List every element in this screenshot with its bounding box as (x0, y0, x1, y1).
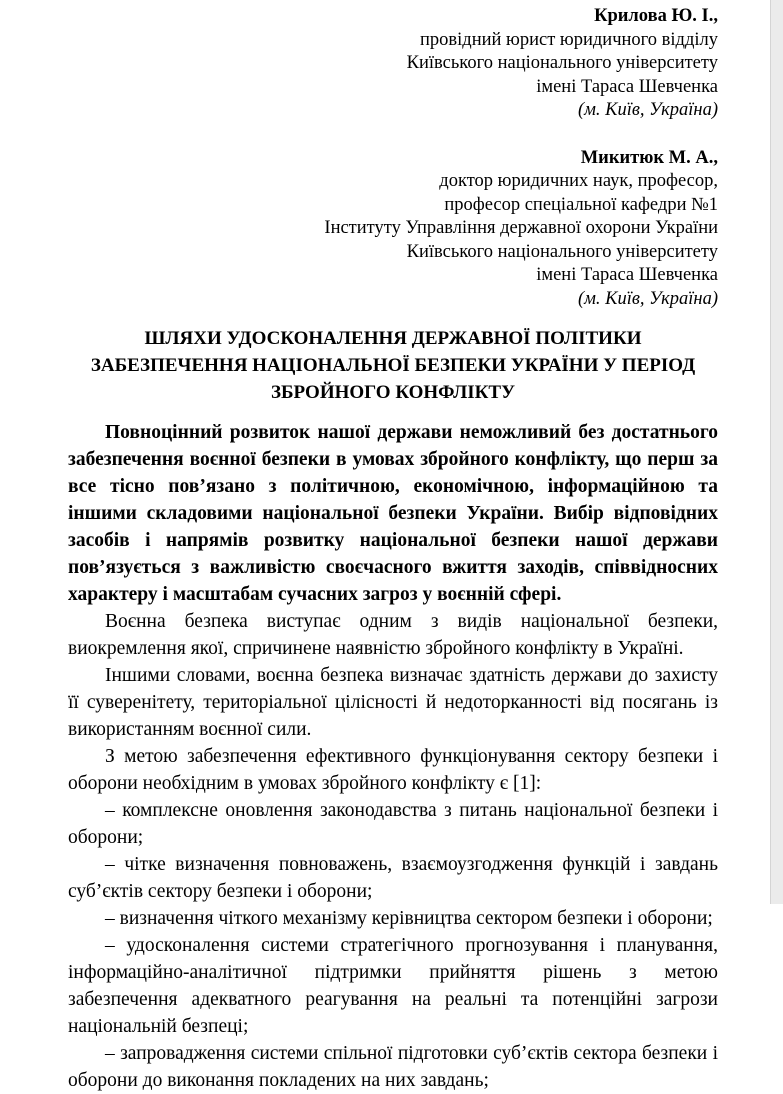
text-line: провідний юрист юридичного відділу (420, 29, 718, 50)
author-location: (м. Київ, Україна) (577, 100, 718, 120)
body-paragraph: Іншими словами, воєнна безпека визначає здатність держави до захисту її суверенітету, територіальної цілісності й недоторканності від посягань із використанням воєнної сили. (68, 664, 718, 740)
author-affiliation (68, 170, 718, 288)
document-content (68, 5, 718, 1094)
text-line: Київського національного університету (406, 241, 718, 262)
author-block (68, 5, 718, 123)
text-line: ЗАБЕЗПЕЧЕННЯ НАЦІОНАЛЬНОЇ БЕЗПЕКИ УКРАЇНИ У ПЕРІОД (90, 355, 696, 376)
text-line: ШЛЯХИ УДОСКОНАЛЕННЯ ДЕРЖАВНОЇ ПОЛІТИКИ (144, 328, 642, 349)
body-paragraph: – запровадження системи спільної підготовки суб’єктів сектора безпеки і оборони до виконання покладених на них завдань; (68, 1042, 718, 1091)
author-location: (м. Київ, Україна) (577, 288, 718, 309)
body-paragraph: З метою забезпечення ефективного функціонування сектору безпеки і оборони необхідним в умовах збройного конфлікту є [1]: (68, 745, 718, 794)
text-line: доктор юридичних наук, професор, (439, 171, 718, 191)
article-body (68, 419, 718, 1094)
author-name: Микитюк М. А., (580, 147, 718, 168)
text-line: ЗБРОЙНОГО КОНФЛІКТУ (270, 382, 516, 403)
article-title (68, 325, 718, 406)
body-paragraph: Воєнна безпека виступає одним з видів національної безпеки, виокремлення якої, спричинене наявністю збройного конфлікту в Україні. (68, 610, 718, 659)
body-paragraph: – визначення чіткого механізму керівництва сектором безпеки і оборони; (105, 907, 713, 929)
body-paragraph: – комплексне оновлення законодавства з питань національної безпеки і оборони; (68, 799, 718, 848)
scrollbar-track[interactable] (770, 0, 783, 904)
text-line: Інституту Управління державної охорони України (324, 218, 718, 238)
text-line: імені Тараса Шевченка (536, 265, 718, 285)
text-line: професор спеціальної кафедри №1 (444, 194, 718, 215)
body-paragraph: Повноцінний розвиток нашої держави неможливий без достатнього забезпечення воєнної безпеки в умовах збройного конфлікту, що перш за все тісно пов’язано з політичною, економічною, інформаційною та іншими складовими національної безпеки України. Вибір відповідних засобів і напрямів розвитку національної безпеки нашої держави пов’язується з важливістю своєчасного вжиття заходів, співвідносних характеру і масштабам сучасних загроз у воєнній сфері. (68, 421, 718, 605)
author-name: Крилова Ю. І., (594, 6, 718, 26)
author-block (68, 147, 718, 312)
body-paragraph: – чітке визначення повноважень, взаємоузгодження функцій і завдань суб’єктів сектору безпеки і оборони; (68, 853, 718, 902)
author-affiliation (68, 29, 718, 100)
text-line: Київського національного університету (406, 53, 718, 73)
body-paragraph: – удосконалення системи стратегічного прогнозування і планування, інформаційно-аналітичної підтримки прийняття рішень з метою забезпечення адекватного реагування на реальні та потенційні загрози національній безпеці; (68, 934, 718, 1037)
text-line: імені Тараса Шевченка (536, 76, 718, 97)
